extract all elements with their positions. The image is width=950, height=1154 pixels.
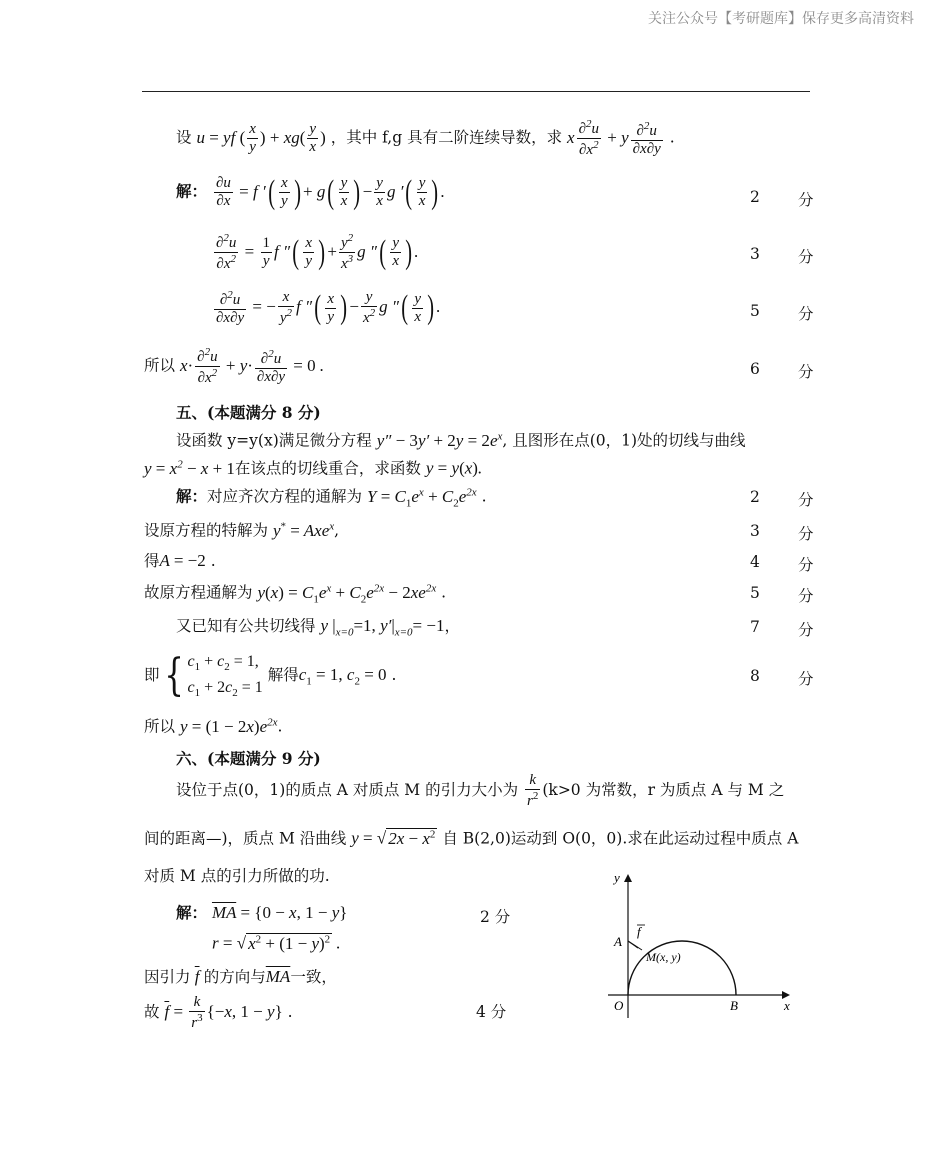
score-unit: 分 <box>798 621 814 639</box>
p6-header: 六、(本题满分 9 分) <box>176 749 321 768</box>
p5-sol-line5: 又已知有公共切线得 y $|_{x=0}=1$, $y'|_{x=0}= -1$， <box>176 616 460 639</box>
p6-statement-line3: 对质 M 点的引力所做的功. <box>144 867 330 885</box>
label-B: B <box>730 998 738 1013</box>
score: 6 <box>750 360 760 378</box>
p4-conclusion: 所以 x· $\frac{\partial^2u}{\partial x^2}$ + y· $\frac{\partial^2u}{\partial x\partial y}$ = 0 . <box>144 346 325 387</box>
header-rule <box>142 91 810 92</box>
score-unit: 分 <box>798 525 814 543</box>
score: 4 <box>750 553 760 571</box>
score: 3 <box>750 245 760 263</box>
p5-statement-line2: $y = x^2 - x + 1$在该点的切线重合，求函数 y = y(x). <box>144 458 483 478</box>
label-O: O <box>614 998 624 1013</box>
watermark: 关注公众号【考研题库】保存更多高清资料 <box>648 11 914 27</box>
score: 8 <box>750 667 760 685</box>
label-A: A <box>614 934 622 949</box>
y-axis-arrow <box>624 874 632 882</box>
figure-semicircle <box>600 868 800 1028</box>
score-unit: 分 <box>798 587 814 605</box>
score-unit: 分 <box>798 491 814 509</box>
label-M: M(x, y) <box>646 950 681 964</box>
score-unit: 分 <box>798 556 814 574</box>
score: 2 分 <box>480 908 511 926</box>
p4-problem: 设 u = yf ( $\frac{x}{y}$ ) + xg( $\frac{y}{x}$ ) ，其中 f,g 具有二阶连续导数，求 x $\frac{\partial^2u}{\partial x^2}$ + y $\frac{\partial^2u}{\partial x\partial y}$ . <box>176 118 675 159</box>
p6-statement-line2: 间的距离—)，质点 M 沿曲线 y = √ $2x - x^2$ 自 B(2,0)运动到 O(0，0).求在此运动过程中质点 A <box>144 828 799 848</box>
p4-solution-line3: $\frac{\partial^2u}{\partial x\partial y}$ = − $\frac{x}{y^2}$ f ″( $\frac{x}{y}$ ) − $\frac{y}{x^2}$ g ″( $\frac{y}{x}$ ) . <box>216 289 441 327</box>
p5-sol-line6: 即{ $c_1 + c_2 = 1$, $c_1 + 2c_2 = 1$ 解得$c_1 = 1$, $c_2 = 0$ . <box>144 650 397 702</box>
score-unit: 分 <box>798 305 814 323</box>
score: 7 <box>750 618 760 636</box>
segment-MA <box>628 941 642 950</box>
p5-sol-line4: 故原方程通解为 $y(x) = C_1e^x + C_2e^{2x} - 2xe^{2x}$ . <box>144 582 447 606</box>
semicircle-curve <box>628 941 736 995</box>
p4-solution-line1: 解： $\frac{\partial u}{\partial x}$ = f ′( $\frac{x}{y}$ ) + g( $\frac{y}{x}$ ) − $\frac{y}{x}$ g ′( $\frac{y}{x}$ ) . <box>176 173 445 211</box>
score: 5 <box>750 584 760 602</box>
score-unit: 分 <box>798 363 814 381</box>
label-x: x <box>784 998 790 1013</box>
p4-solution-line2: $\frac{\partial^2u}{\partial x^2}$ = $\frac{1}{y}$ f ″( $\frac{x}{y}$ ) + $\frac{y^2}{x^3}$ g ″( $\frac{y}{x}$ ) . <box>216 232 419 273</box>
label-y: y <box>614 870 620 885</box>
p5-sol-line3: 得A = −2 . <box>144 551 216 570</box>
score: 5 <box>750 302 760 320</box>
p6-sol-line3: 因引力 $\overline{f}$ 的方向与$\overline{MA}$一致， <box>144 967 337 986</box>
score: 2 <box>750 488 760 506</box>
p5-header: 五、(本题满分 8 分) <box>176 403 321 422</box>
score-unit: 分 <box>798 670 814 688</box>
p6-sol-line4: 故 $\overline{f}$ = $\frac{k}{r^3}$ {−x, 1 − y} . <box>144 994 293 1032</box>
p5-conclusion: 所以 $y = (1 - 2x)e^{2x}$. <box>144 716 283 736</box>
p5-sol-line2: 设原方程的特解为 y* = Axe$^x$, <box>144 520 340 540</box>
p5-sol-line1: 解：对应齐次方程的通解为 $Y = C_1e^x + C_2e^{2x}$ . <box>176 486 487 510</box>
label-f: f <box>637 924 641 939</box>
score-unit: 分 <box>798 248 814 266</box>
p5-statement-line1: 设函数 y=y(x)满足微分方程 $y'' - 3y' + 2y = 2e^x$, 且图形在点(0，1)处的切线与曲线 <box>176 430 746 450</box>
score: 4 分 <box>476 1003 507 1021</box>
score-unit: 分 <box>798 191 814 209</box>
p6-sol-line2: r = √ $x^2 + (1 - y)^2$ . <box>212 933 341 953</box>
p6-sol-line1: 解： $\overline{MA} = \{0 - x$, 1 − y} <box>176 903 348 922</box>
p6-statement-line1: 设位于点(0，1)的质点 A 对质点 M 的引力大小为 $\frac{k}{r^2}$ (k>0 为常数，r 为质点 A 与 M 之 <box>176 772 785 810</box>
score: 2 <box>750 188 760 206</box>
score: 3 <box>750 522 760 540</box>
